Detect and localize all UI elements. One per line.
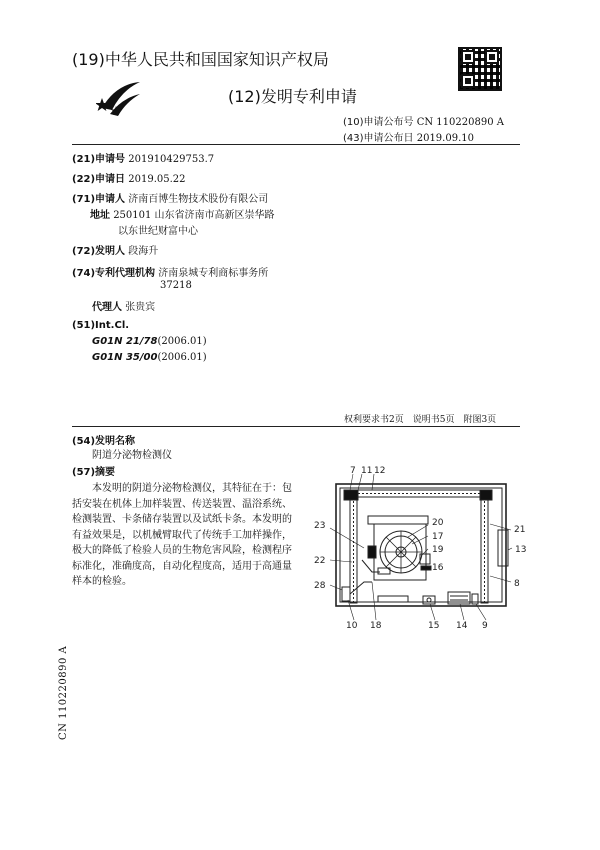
fig-label-7: 7 (350, 466, 356, 476)
int-cl-label: (51)Int.Cl. (72, 320, 130, 331)
publication-date-label: (43)申请公布日 (343, 133, 414, 144)
invention-title: 阴道分泌物检测仪 (92, 450, 172, 461)
fig-label-23: 23 (314, 521, 326, 531)
fig-label-18: 18 (370, 621, 382, 631)
publication-number-label: (10)申请公布号 (343, 117, 414, 128)
fig-label-19: 19 (432, 545, 444, 555)
fig-label-16: 16 (432, 563, 444, 573)
side-publication-number: CN 110220890 A (58, 645, 69, 740)
applicant-label: (71)申请人 (72, 194, 126, 205)
application-date-value: 2019.05.22 (128, 174, 186, 185)
authority-heading: (19)中华人民共和国国家知识产权局 (72, 50, 329, 69)
abstract-label: (57)摘要 (72, 467, 116, 478)
application-number-value: 201910429753.7 (128, 154, 215, 165)
fig-label-8: 8 (514, 579, 520, 589)
agent-value: 张贵宾 (125, 302, 156, 313)
inventor-value: 段海升 (128, 246, 159, 257)
page-info-divider (72, 426, 520, 427)
fig-label-17: 17 (432, 532, 444, 542)
application-number-label: (21)申请号 (72, 154, 126, 165)
address-line-2: 以东世纪财富中心 (118, 226, 198, 237)
publication-number-value: CN 110220890 A (416, 117, 504, 128)
address-line-1: 250101 山东省济南市高新区崇华路 (113, 210, 275, 221)
fig-label-14: 14 (456, 621, 468, 631)
patent-agency-value: 济南泉城专利商标事务所 (158, 268, 269, 279)
page-count-info: 权利要求书2页 说明书5页 附图3页 (344, 415, 497, 425)
qr-code (458, 47, 502, 91)
patent-agency-label: (74)专利代理机构 (72, 268, 156, 279)
abstract-text: 本发明的阴道分泌物检测仪，其特征在于：包括安装在机体上加样装置、传送装置、温浴系统、检测装置、卡条储存装置以及试纸卡条。本发明的有益效果是，以机械臂取代了传统手工加样操作，极大的降低了检验人员的生物危害风险，检测程序标准化，准确度高，自动化程度高，适用于高通量样本的检验。 (72, 483, 292, 587)
address-label: 地址 (90, 210, 110, 221)
abstract-body (72, 481, 294, 590)
document-type-heading: (12)发明专利申请 (228, 87, 357, 106)
fig-label-9: 9 (482, 621, 488, 631)
fig-label-21: 21 (514, 525, 526, 535)
fig-label-10: 10 (346, 621, 358, 631)
patent-agency-code: 37218 (160, 280, 192, 291)
inventor-label: (72)发明人 (72, 246, 126, 257)
publication-date-value: 2019.09.10 (416, 133, 474, 144)
abstract-drawing (308, 462, 536, 634)
fig-label-20: 20 (432, 518, 444, 528)
classification-2-year: (2006.01) (157, 352, 207, 363)
classification-2-code: G01N 35/00 (92, 352, 158, 363)
classification-1-year: (2006.01) (157, 336, 207, 347)
fig-label-15: 15 (428, 621, 440, 631)
fig-label-13: 13 (515, 545, 527, 555)
applicant-value: 济南百博生物技术股份有限公司 (128, 194, 269, 205)
fig-label-28: 28 (314, 581, 326, 591)
fig-label-22: 22 (314, 556, 326, 566)
cnipa-logo-icon (96, 78, 142, 120)
agent-label: 代理人 (92, 302, 122, 313)
application-date-label: (22)申请日 (72, 174, 126, 185)
classification-1-code: G01N 21/78 (92, 336, 158, 347)
fig-label-11: 11 (361, 466, 373, 476)
header-divider (72, 144, 520, 145)
fig-label-12: 12 (374, 466, 386, 476)
invention-title-label: (54)发明名称 (72, 436, 136, 447)
